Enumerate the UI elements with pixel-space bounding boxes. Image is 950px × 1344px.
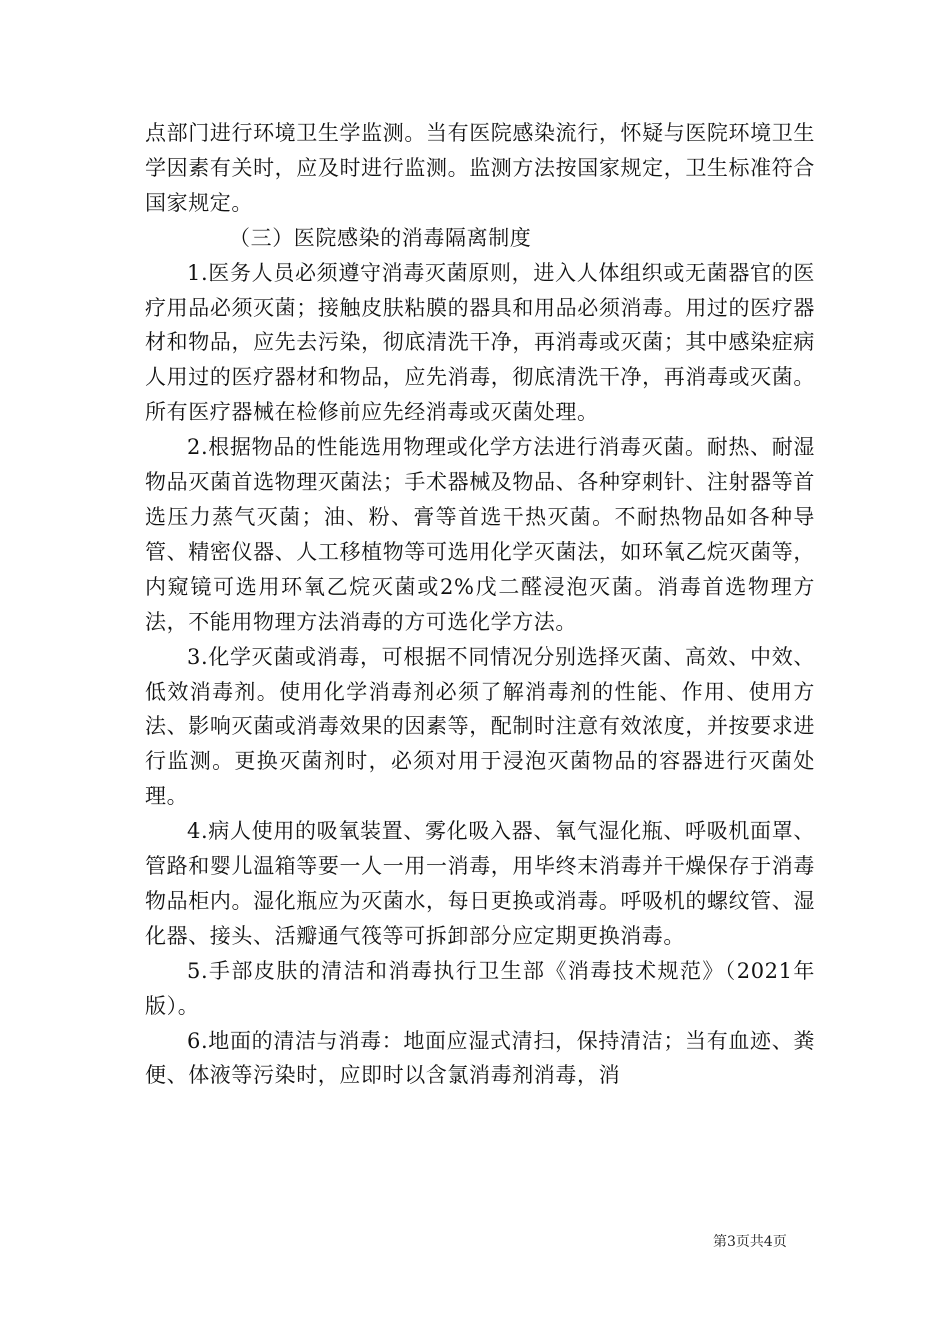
document-body bbox=[145, 116, 815, 1093]
paragraph-item-6: 6.地面的清洁与消毒：地面应湿式清扫，保持清洁；当有血迹、粪便、体液等污染时，应即时以含氯消毒剂消毒，消 bbox=[145, 1028, 815, 1088]
section-heading: （三）医院感染的消毒隔离制度 bbox=[229, 225, 532, 250]
paragraph-item-2: 2.根据物品的性能选用物理或化学方法进行消毒灭菌。耐热、耐湿物品灭菌首选物理灭菌法；手术器械及物品、各种穿刺针、注射器等首选压力蒸气灭菌；油、粉、膏等首选干热灭菌。不耐热物品如各种导管、精密仪器、人工移植物等可选用化学灭菌法，如环氧乙烷灭菌等，内窥镜可选用环氧乙烷灭菌或2%戊二醛浸泡灭菌。消毒首选物理方法，不能用物理方法消毒的方可选化学方法。 bbox=[145, 435, 815, 634]
paragraph-continuation: 点部门进行环境卫生学监测。当有医院感染流行，怀疑与医院环境卫生学因素有关时，应及时进行监测。监测方法按国家规定，卫生标准符合国家规定。 bbox=[145, 121, 815, 215]
paragraph-item-1: 1.医务人员必须遵守消毒灭菌原则，进入人体组织或无菌器官的医疗用品必须灭菌；接触皮肤粘膜的器具和用品必须消毒。用过的医疗器材和物品，应先去污染，彻底清洗干净，再消毒或灭菌；其中感染症病人用过的医疗器材和物品，应先消毒，彻底清洗干净，再消毒或灭菌。所有医疗器械在检修前应先经消毒或灭菌处理。 bbox=[145, 260, 815, 425]
paragraph-item-3: 3.化学灭菌或消毒，可根据不同情况分别选择灭菌、高效、中效、低效消毒剂。使用化学消毒剂必须了解消毒剂的性能、作用、使用方法、影响灭菌或消毒效果的因素等，配制时注意有效浓度，并按要求进行监测。更换灭菌剂时，必须对用于浸泡灭菌物品的容器进行灭菌处理。 bbox=[145, 644, 815, 809]
page-number-footer: 第3页共4页 bbox=[713, 1234, 787, 1250]
paragraph-item-4: 4.病人使用的吸氧装置、雾化吸入器、氧气湿化瓶、呼吸机面罩、管路和婴儿温箱等要一人一用一消毒，用毕终末消毒并干燥保存于消毒物品柜内。湿化瓶应为灭菌水，每日更换或消毒。呼吸机的螺纹管、湿化器、接头、活瓣通气筏等可拆卸部分应定期更换消毒。 bbox=[145, 819, 815, 948]
paragraph-item-5: 5.手部皮肤的清洁和消毒执行卫生部《消毒技术规范》（2021年版）。 bbox=[145, 958, 815, 1018]
